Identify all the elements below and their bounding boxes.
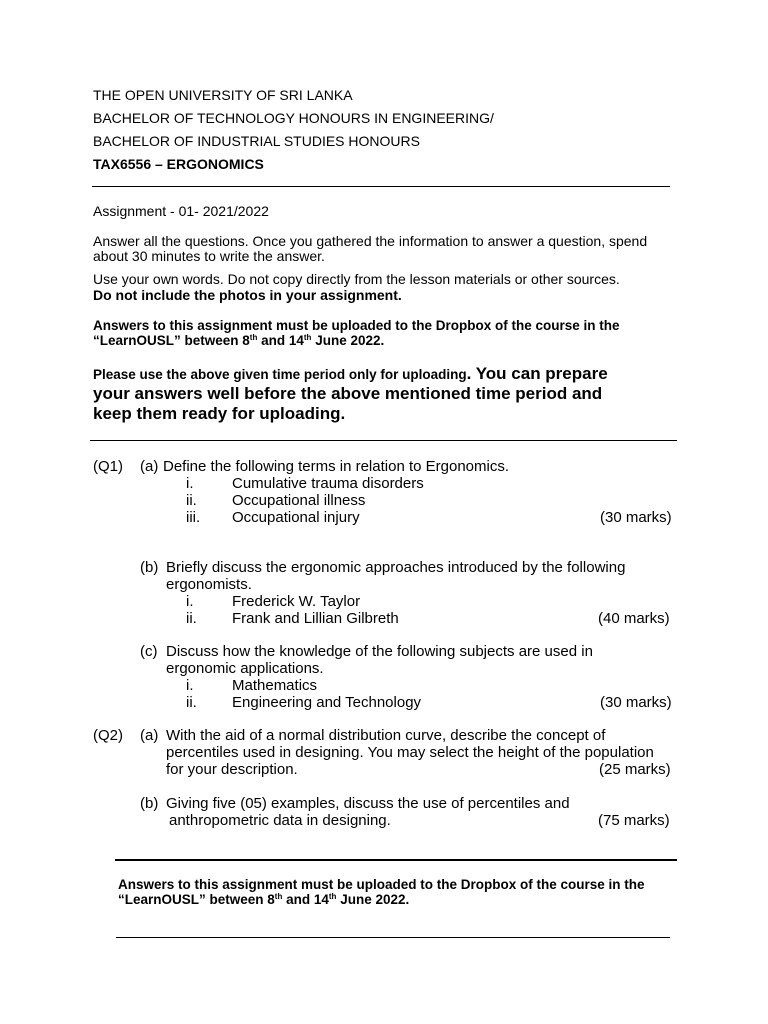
q1-label: (Q1) bbox=[93, 458, 123, 475]
q1c-item-num: ii. bbox=[186, 694, 197, 711]
q2b-text-2: anthropometric data in designing. bbox=[169, 812, 391, 829]
footer-notice-line-2: “LearnOUSL” between 8th and 14th June 2022. bbox=[118, 892, 410, 907]
q1a-item-num: i. bbox=[186, 475, 194, 492]
instruction-line-2: about 30 minutes to write the answer. bbox=[93, 248, 325, 264]
q2b-text-1: Giving five (05) examples, discuss the use of percentiles and bbox=[166, 795, 570, 812]
q1c-item-num: i. bbox=[186, 677, 194, 694]
q1a-item-text: Occupational illness bbox=[232, 492, 366, 509]
instruction-no-photos: Do not include the photos in your assignment. bbox=[93, 287, 402, 303]
course-title: TAX6556 – ERGONOMICS bbox=[93, 156, 264, 172]
upload-period-notice: Please use the above given time period only for uploading. You can prepare bbox=[93, 364, 608, 383]
q2-label: (Q2) bbox=[93, 727, 123, 744]
q2a-marks: (25 marks) bbox=[599, 761, 671, 778]
q2b-label: (b) bbox=[140, 795, 159, 812]
q1c-text-1: Discuss how the knowledge of the following subjects are used in bbox=[166, 643, 593, 660]
q1b-text-1: Briefly discuss the ergonomic approaches introduced by the following bbox=[166, 559, 626, 576]
footer-divider-top bbox=[115, 859, 677, 861]
q1c-marks: (30 marks) bbox=[600, 694, 672, 711]
upload-notice-line-2: “LearnOUSL” between 8th and 14th June 2022. bbox=[93, 333, 385, 348]
q1b-item-text: Frank and Lillian Gilbreth bbox=[232, 610, 399, 627]
footer-divider-bottom bbox=[116, 937, 670, 938]
q1a-item-num: iii. bbox=[186, 509, 201, 526]
q1b-marks: (40 marks) bbox=[598, 610, 670, 627]
q1a-item-num: ii. bbox=[186, 492, 197, 509]
q1a-marks: (30 marks) bbox=[600, 509, 672, 526]
q1c-item-text: Mathematics bbox=[232, 677, 318, 694]
q1b-text-2: ergonomists. bbox=[166, 576, 252, 593]
q1b-item-text: Frederick W. Taylor bbox=[232, 593, 361, 610]
instructions-divider bbox=[90, 440, 677, 441]
assignment-title: Assignment - 01- 2021/2022 bbox=[93, 203, 269, 219]
programme-line-2: BACHELOR OF INDUSTRIAL STUDIES HONOURS bbox=[93, 133, 420, 149]
upload-period-line-3: keep them ready for uploading. bbox=[93, 404, 346, 423]
q1b-item-num: ii. bbox=[186, 610, 197, 627]
q2a-label: (a) bbox=[140, 727, 159, 744]
header-divider bbox=[92, 186, 670, 187]
q1a-item-text: Occupational injury bbox=[232, 509, 360, 526]
instruction-line-1: Answer all the questions. Once you gathered the information to answer a question, spend bbox=[93, 233, 648, 249]
q1b-item-num: i. bbox=[186, 593, 194, 610]
q1c-label: (c) bbox=[140, 643, 158, 660]
q1a-text: Define the following terms in relation to Ergonomics. bbox=[163, 458, 509, 475]
programme-line-1: BACHELOR OF TECHNOLOGY HONOURS IN ENGINEERING/ bbox=[93, 110, 494, 126]
q1b-label: (b) bbox=[140, 559, 159, 576]
q2a-text-2: percentiles used in designing. You may select the height of the population bbox=[166, 744, 654, 761]
upload-period-line-2: your answers well before the above mentioned time period and bbox=[93, 384, 603, 403]
q1c-item-text: Engineering and Technology bbox=[232, 694, 422, 711]
upload-notice-line-1: Answers to this assignment must be uploaded to the Dropbox of the course in the bbox=[93, 318, 620, 333]
q2a-text-1: With the aid of a normal distribution curve, describe the concept of bbox=[166, 727, 606, 744]
university-name: THE OPEN UNIVERSITY OF SRI LANKA bbox=[93, 87, 353, 103]
q2b-marks: (75 marks) bbox=[598, 812, 670, 829]
q2a-text-3: for your description. bbox=[166, 761, 298, 778]
q1c-text-2: ergonomic applications. bbox=[166, 660, 324, 677]
footer-notice-line-1: Answers to this assignment must be uploaded to the Dropbox of the course in the bbox=[118, 877, 645, 892]
q1a-item-text: Cumulative trauma disorders bbox=[232, 475, 424, 492]
q1a-label: (a) bbox=[140, 458, 159, 475]
instruction-own-words: Use your own words. Do not copy directly from the lesson materials or other sources. bbox=[93, 271, 620, 287]
